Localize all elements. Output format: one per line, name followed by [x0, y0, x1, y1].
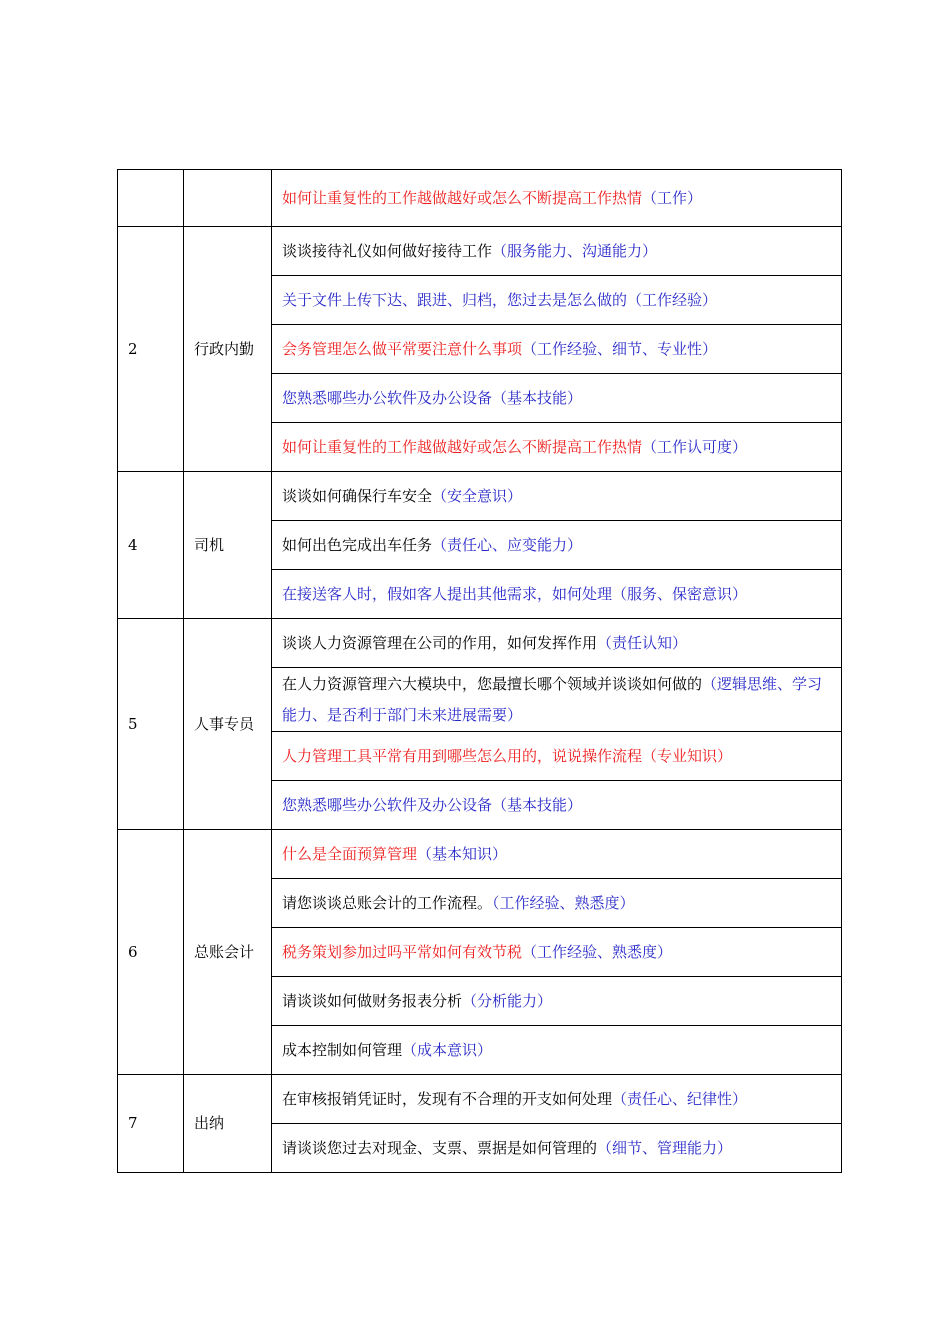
question-annotation: （专业知识） [642, 746, 733, 765]
question-annotation: （基本知识） [417, 844, 508, 863]
table-row [118, 830, 842, 879]
role-name: 行政内勤 [184, 227, 272, 472]
role-name: 出纳 [184, 1075, 272, 1173]
interview-question [272, 276, 842, 325]
row-number: 6 [118, 830, 184, 1075]
question-annotation: 关于文件上传下达、跟进、归档，您过去是怎么做的（工作经验） [282, 290, 718, 309]
table-row [118, 472, 842, 521]
interview-question [272, 170, 842, 227]
interview-question [272, 879, 842, 928]
question-annotation: （分析能力） [462, 991, 553, 1010]
question-annotation: 会务管理怎么做平常要注意什么事项 [282, 339, 523, 358]
interview-question [272, 570, 842, 619]
interview-question [272, 227, 842, 276]
question-annotation: （逻辑思维、学习能力、是否利于部门未来进展需要） [282, 674, 823, 724]
question-annotation: 如何让重复性的工作越做越好或怎么不断提高工作热情 [282, 188, 643, 207]
interview-question [272, 325, 842, 374]
question-text: 请谈谈您过去对现金、支票、票据是如何管理的 [282, 1138, 598, 1157]
interview-question [272, 830, 842, 879]
question-annotation: （工作经验、熟悉度） [522, 942, 673, 961]
question-text: 谈谈如何确保行车安全 [282, 486, 433, 505]
question-annotation: 人力管理工具平常有用到哪些怎么用的，说说操作流程 [282, 746, 643, 765]
role-name [184, 170, 272, 227]
question-annotation: （责任心、纪律性） [612, 1089, 748, 1108]
question-annotation: 税务策划参加过吗平常如何有效节税 [282, 942, 523, 961]
role-name: 总账会计 [184, 830, 272, 1075]
interview-question [272, 619, 842, 668]
table-row [118, 1075, 842, 1124]
question-text: 如何出色完成出车任务 [282, 535, 433, 554]
question-text: 谈谈接待礼仪如何做好接待工作 [282, 241, 493, 260]
question-text: 请您谈谈总账会计的工作流程。 [282, 893, 493, 912]
table-row [118, 227, 842, 276]
row-number [118, 170, 184, 227]
question-annotation: 您熟悉哪些办公软件及办公设备（基本技能） [282, 795, 583, 814]
question-annotation: （责任认知） [597, 633, 688, 652]
question-annotation: （责任心、应变能力） [432, 535, 583, 554]
interview-question [272, 1124, 842, 1173]
row-number: 2 [118, 227, 184, 472]
question-text: 成本控制如何管理 [282, 1040, 403, 1059]
question-annotation: （工作经验、细节、专业性） [522, 339, 718, 358]
table-body [118, 170, 842, 1173]
interview-question [272, 928, 842, 977]
interview-question [272, 781, 842, 830]
question-annotation: （安全意识） [432, 486, 523, 505]
interview-question [272, 521, 842, 570]
question-annotation: 如何让重复性的工作越做越好或怎么不断提高工作热情 [282, 437, 643, 456]
interview-question [272, 668, 842, 732]
question-annotation: 您熟悉哪些办公软件及办公设备（基本技能） [282, 388, 583, 407]
interview-question-table [117, 169, 842, 1173]
question-annotation: （细节、管理能力） [597, 1138, 733, 1157]
interview-question [272, 472, 842, 521]
table-row [118, 619, 842, 668]
question-text: 请谈谈如何做财务报表分析 [282, 991, 463, 1010]
question-annotation: 什么是全面预算管理 [282, 844, 418, 863]
row-number: 7 [118, 1075, 184, 1173]
row-number: 5 [118, 619, 184, 830]
question-annotation: （工作认可度） [642, 437, 748, 456]
row-number: 4 [118, 472, 184, 619]
role-name: 人事专员 [184, 619, 272, 830]
question-annotation: 在接送客人时，假如客人提出其他需求，如何处理（服务、保密意识） [282, 584, 748, 603]
question-text: 在审核报销凭证时，发现有不合理的开支如何处理 [282, 1089, 613, 1108]
interview-question [272, 977, 842, 1026]
role-name: 司机 [184, 472, 272, 619]
interview-question [272, 1026, 842, 1075]
question-annotation: （成本意识） [402, 1040, 493, 1059]
interview-question [272, 1075, 842, 1124]
question-annotation: （工作经验、熟悉度） [492, 893, 635, 912]
interview-question [272, 423, 842, 472]
question-annotation: （服务能力、沟通能力） [492, 241, 658, 260]
interview-question [272, 732, 842, 781]
question-annotation: （工作） [642, 188, 703, 207]
question-text: 在人力资源管理六大模块中，您最擅长哪个领域并谈谈如何做的 [282, 674, 703, 693]
table-row [118, 170, 842, 227]
interview-question [272, 374, 842, 423]
question-text: 谈谈人力资源管理在公司的作用，如何发挥作用 [282, 633, 598, 652]
